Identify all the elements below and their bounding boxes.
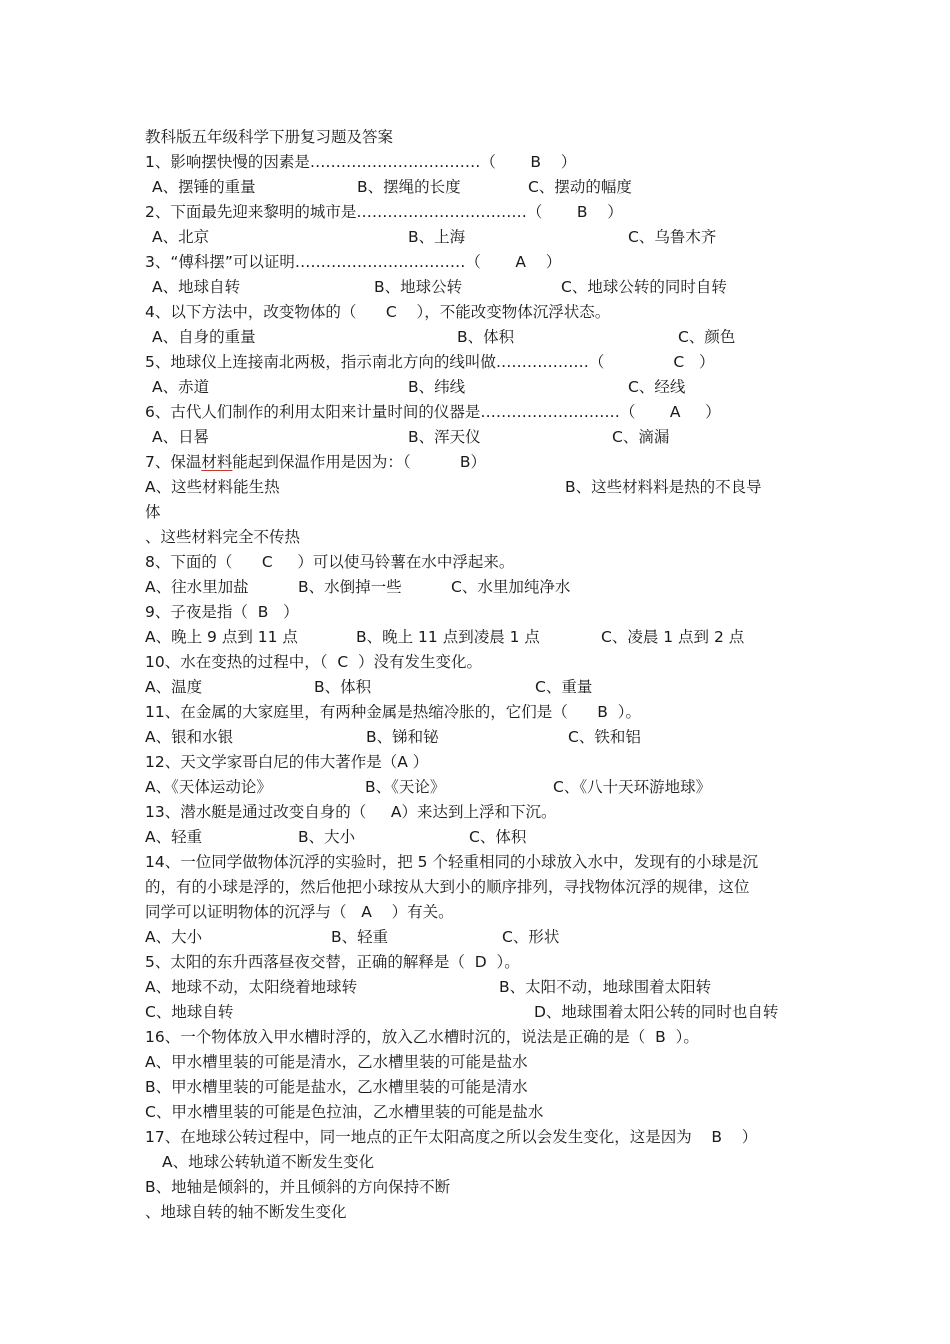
document-line [0,450,950,475]
question-text: B、甲水槽里装的可能是盐水，乙水槽里装的可能是清水 [145,1078,528,1096]
document-line [0,850,950,875]
option-text: C、经线 [628,378,686,396]
option-text: A、地球自转 [152,278,241,296]
document-line [0,775,950,800]
document-line [0,275,950,300]
option-text: B、太阳不动，地球围着太阳转 [499,978,712,996]
document-title [0,125,950,150]
option-text: C、地球自转 [145,1003,234,1021]
option-text: B、锑和铋 [366,728,439,746]
document-line [0,350,950,375]
question-text: 2、下面最先迎来黎明的城市是……………………………（ B ） [145,203,623,221]
question-text: 、地球自转的轴不断发生变化 [145,1203,347,1221]
option-text: C、重量 [535,678,593,696]
option-text: B、摆绳的长度 [357,178,461,196]
document-line [0,1050,950,1075]
option-text: A、自身的重量 [152,328,256,346]
option-text: A、往水里加盐 [145,578,249,596]
option-text: C、乌鲁木齐 [628,228,717,246]
document-line [0,150,950,175]
option-text: D、地球围着太阳公转的同时也自转 [534,1003,779,1021]
document-line [0,375,950,400]
document-line [0,950,950,975]
title-text: 教科版五年级科学下册复习题及答案 [145,128,394,146]
document-line [0,1025,950,1050]
option-text: C、颜色 [678,328,736,346]
question-text: A、地球公转轨道不断发生变化 [162,1153,375,1171]
document-line [0,1150,950,1175]
document-line [0,1200,950,1225]
option-text: C、《八十天环游地球》 [553,778,712,796]
document-line [0,225,950,250]
document-line [0,675,950,700]
question-text: 11、在金属的大家庭里，有两种金属是热缩冷胀的，它们是（ B ）。 [145,703,642,721]
document-line [0,250,950,275]
option-text: B、体积 [314,678,372,696]
question-text: 4、以下方法中，改变物体的（ C ），不能改变物体沉浮状态。 [145,303,611,321]
document-line [0,400,950,425]
document-line [0,200,950,225]
document-line [0,575,950,600]
question-text: 16、一个物体放入甲水槽时浮的，放入乙水槽时沉的，说法是正确的是（ B ）。 [145,1028,699,1046]
question-text: 13、潜水艇是通过改变自身的（ A）来达到上浮和下沉。 [145,803,557,821]
document-line [0,750,950,775]
question-text: 7、保温材料能起到保温作用是因为：（ B） [145,453,487,471]
question-text: 5、太阳的东升西落昼夜交替，正确的解释是（ D ）。 [145,953,520,971]
option-text: C、铁和铝 [568,728,641,746]
document-line [0,900,950,925]
question-text: 9、子夜是指（ B ） [145,603,299,621]
question-text: 的，有的小球是浮的，然后他把小球按从大到小的顺序排列，寻找物体沉浮的规律，这位 [145,878,750,896]
option-text: A、赤道 [152,378,210,396]
option-text: A、《天体运动论》 [145,778,272,796]
document-line [0,325,950,350]
option-text: C、体积 [469,828,527,846]
option-text: A、银和水银 [145,728,234,746]
document-line [0,1100,950,1125]
document-line [0,650,950,675]
option-text: B、纬线 [408,378,466,396]
option-text: A、这些材料能生热 [145,478,280,496]
document-line [0,925,950,950]
question-text: C、甲水槽里装的可能是色拉油，乙水槽里装的可能是盐水 [145,1103,544,1121]
document-line [0,475,950,500]
option-text: A、摆锤的重量 [152,178,256,196]
option-text: B、《天论》 [365,778,446,796]
document-line [0,600,950,625]
question-text: 3、“傅科摆”可以证明……………………………（ A ） [145,253,562,271]
document-line [0,1125,950,1150]
document-line [0,550,950,575]
document-line [0,700,950,725]
option-text: B、上海 [408,228,466,246]
document-line [0,725,950,750]
option-text: B、晚上 11 点到凌晨 1 点 [356,628,540,646]
option-text: A、轻重 [145,828,203,846]
document-line [0,1000,950,1025]
document-line [0,500,950,525]
underlined-term: 材料 [201,453,233,471]
question-text: B、地轴是倾斜的，并且倾斜的方向保持不断 [145,1178,451,1196]
document-line [0,800,950,825]
question-text: 10、水在变热的过程中，（ C ）没有发生变化。 [145,653,483,671]
document-line [0,625,950,650]
document-line [0,300,950,325]
question-text: 同学可以证明物体的沉浮与（ A ）有关。 [145,903,454,921]
option-text: B、体积 [457,328,515,346]
option-text: A、地球不动，太阳绕着地球转 [145,978,358,996]
option-text: C、形状 [502,928,560,946]
question-text: 、这些材料完全不传热 [145,528,301,546]
option-text: B、这些材料料是热的不良导 [565,478,762,496]
option-text: C、水里加纯净水 [451,578,571,596]
option-text: B、水倒掉一些 [298,578,402,596]
document-line [0,825,950,850]
question-text: 5、地球仪上连接南北两极，指示南北方向的线叫做………………（ C ） [145,353,715,371]
option-text: C、凌晨 1 点到 2 点 [601,628,745,646]
option-text: A、温度 [145,678,203,696]
document-line [0,175,950,200]
question-text: 12、天文学家哥白尼的伟大著作是（A ） [145,753,429,771]
document-line [0,975,950,1000]
option-text: B、浑天仪 [408,428,481,446]
document-line [0,1175,950,1200]
question-text: 14、一位同学做物体沉浮的实验时，把 5 个轻重相同的小球放入水中，发现有的小球是沉 [145,853,758,871]
question-text: 6、古代人们制作的利用太阳来计量时间的仪器是………………………（ A ） [145,403,721,421]
document-line [0,875,950,900]
document-line [0,1075,950,1100]
option-text: C、地球公转的同时自转 [561,278,727,296]
question-text: 1、影响摆快慢的因素是……………………………（ B ） [145,153,577,171]
option-text: B、大小 [298,828,356,846]
option-text: C、摆动的幅度 [528,178,632,196]
option-text: B、地球公转 [374,278,463,296]
option-text: A、大小 [145,928,203,946]
question-text: 17、在地球公转过程中，同一地点的正午太阳高度之所以会发生变化，这是因为 B ） [145,1128,758,1146]
document-line [0,425,950,450]
option-text: A、日晷 [152,428,210,446]
option-text: A、北京 [152,228,210,246]
option-text: C、滴漏 [612,428,670,446]
question-text: 8、下面的（ C ）可以使马铃薯在水中浮起来。 [145,553,515,571]
document-line [0,525,950,550]
question-text: 体 [145,503,161,521]
question-text: A、甲水槽里装的可能是清水，乙水槽里装的可能是盐水 [145,1053,528,1071]
option-text: A、晚上 9 点到 11 点 [145,628,298,646]
option-text: B、轻重 [331,928,389,946]
